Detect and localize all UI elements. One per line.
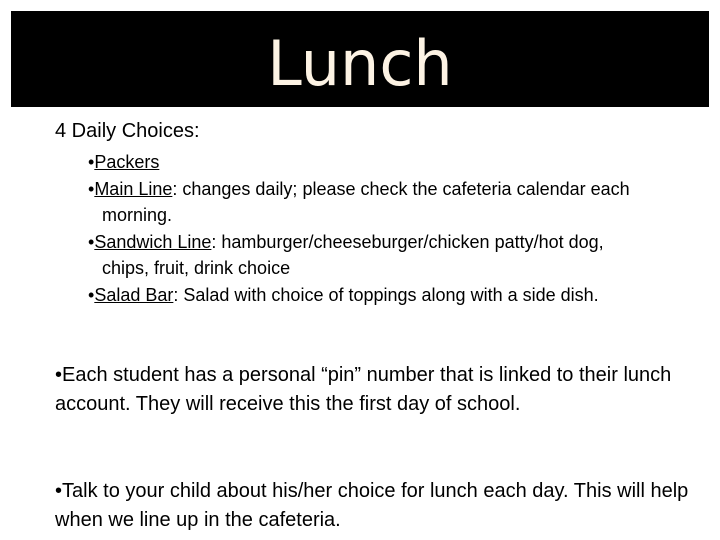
title-bar	[11, 11, 709, 107]
bullet-icon: •	[88, 284, 95, 305]
bullet-icon: •	[55, 480, 63, 502]
choice-name: Salad Bar	[94, 284, 174, 305]
bullet-icon: •	[88, 178, 95, 199]
choice-description: : changes daily; please check the cafeteria calendar each morning.	[102, 178, 630, 225]
choice-item-main-line	[88, 176, 648, 229]
pin-number-paragraph	[55, 361, 695, 419]
choices-heading: 4 Daily Choices:	[55, 120, 200, 142]
bullet-icon: •	[88, 152, 95, 172]
choice-item-sandwich-line	[88, 229, 648, 282]
choice-name: Packers	[94, 152, 160, 172]
page-title: Lunch	[267, 26, 453, 100]
choice-name: Sandwich Line	[94, 231, 212, 252]
choice-item-packers	[88, 149, 648, 176]
bullet-icon: •	[55, 364, 63, 386]
paragraph-text: Talk to your child about his/her choice for lunch each day. This will help when we line up in the cafeteria.	[55, 480, 689, 531]
choice-list	[88, 149, 648, 308]
choice-item-salad-bar	[88, 282, 648, 309]
bullet-icon: •	[88, 231, 95, 252]
choice-description: : Salad with choice of toppings along with a side dish.	[173, 284, 599, 305]
choice-description: : hamburger/cheeseburger/chicken patty/hot dog, chips, fruit, drink choice	[102, 231, 604, 278]
choice-name: Main Line	[94, 178, 173, 199]
paragraph-text: Each student has a personal “pin” number that is linked to their lunch account. They will receive this the first day of school.	[55, 364, 672, 415]
talk-to-child-paragraph	[55, 477, 695, 535]
